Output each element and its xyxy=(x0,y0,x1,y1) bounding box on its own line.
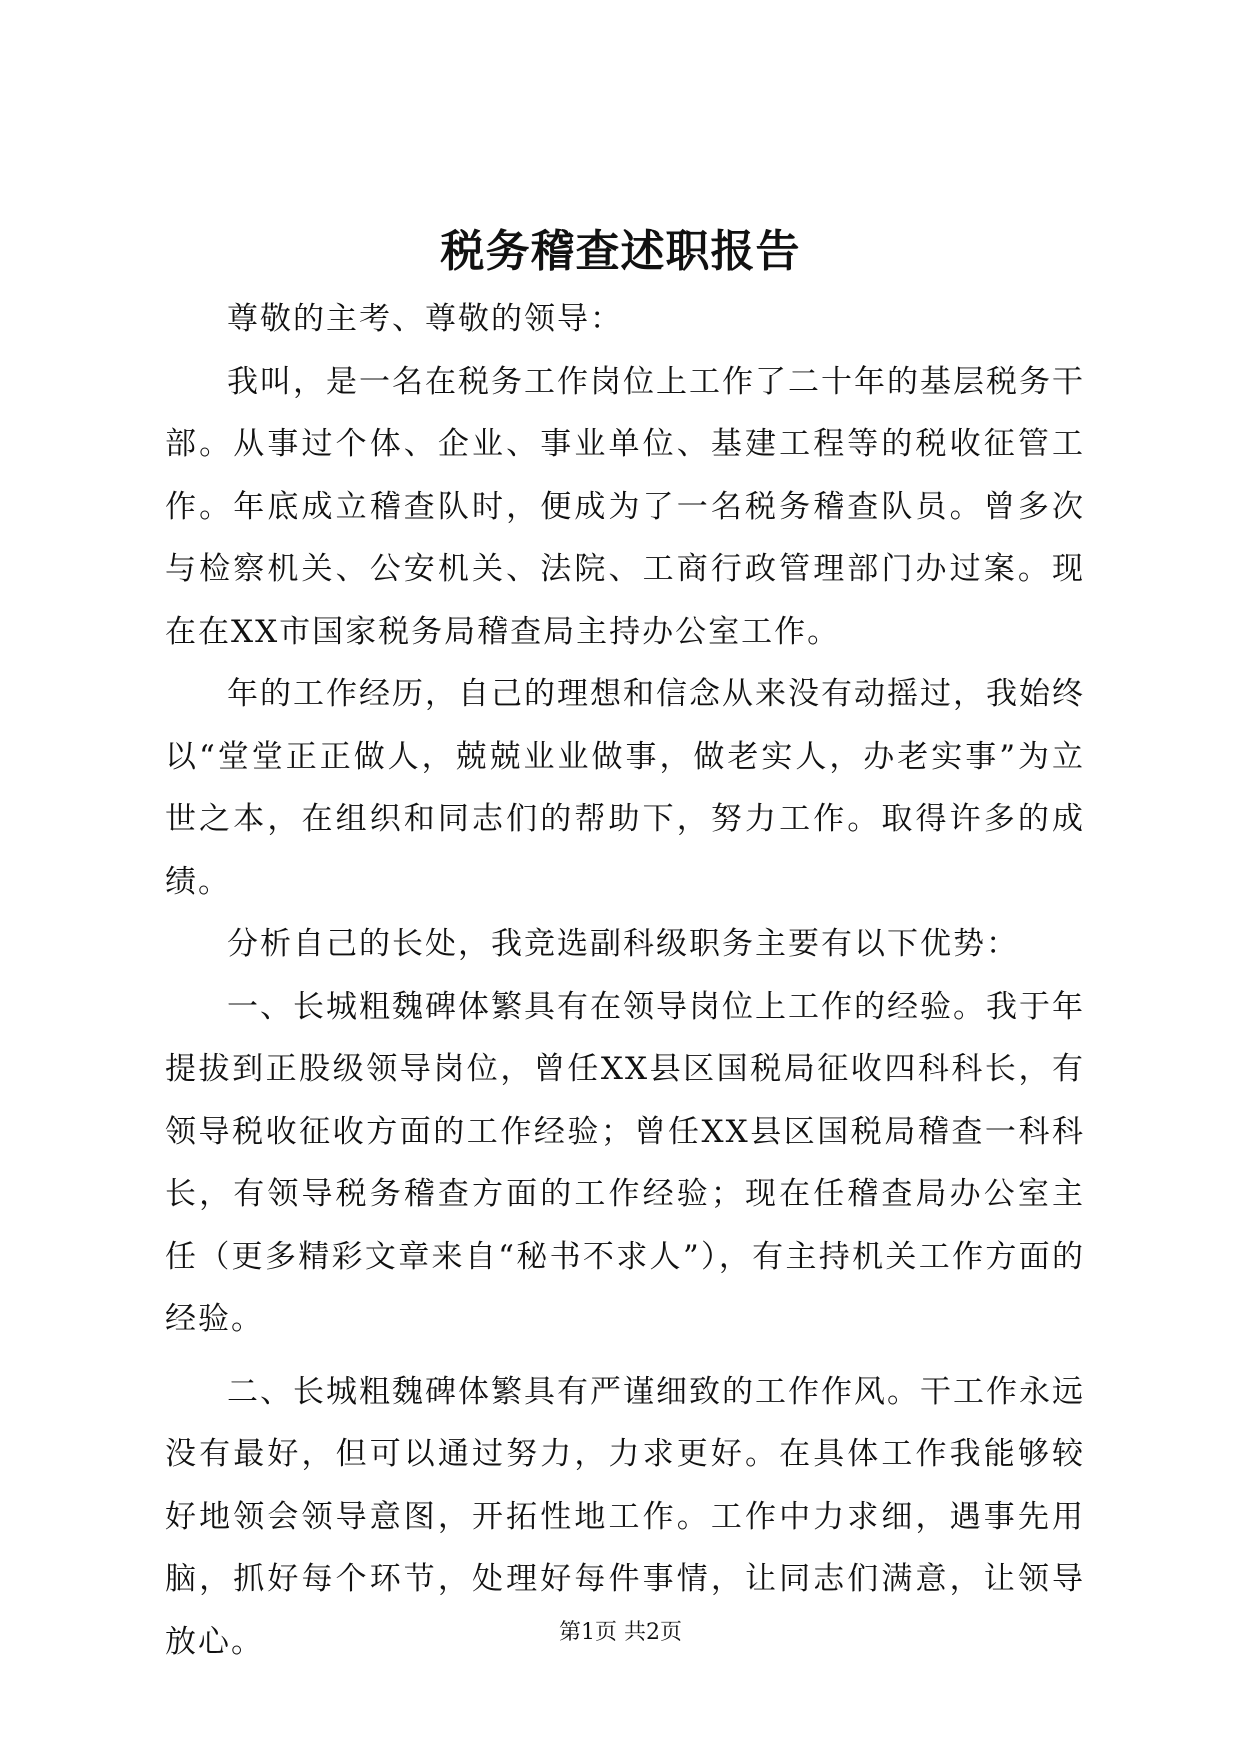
paragraph-strengths-intro: 分析自己的长处，我竞选副科级职务主要有以下优势： xyxy=(227,926,1019,962)
paragraph-work-experience: 年的工作经历，自己的理想和信念从来没有动摇过，我始终以“堂堂正正做人，兢兢业业做事，做老实人，办老实事”为立世之本，在组织和同志们的帮助下，努力工作。取得许多的成绩。 xyxy=(165,676,1085,900)
paragraph-strength-two: 二、长城粗魏碑体繁具有严谨细致的工作作风。干工作永远没有最好，但可以通过努力，力求更好。在具体工作我能够较好地领会领导意图，开拓性地工作。工作中力求细，遇事先用脑，抓好每个环节，处理好每件事情，让同志们满意，让领导放心。 xyxy=(165,1373,1085,1660)
paragraph-salutation: 尊敬的主考、尊敬的领导： xyxy=(227,301,623,337)
document-body xyxy=(165,288,1085,1673)
document-title: 税务稽查述职报告 xyxy=(440,226,801,277)
paragraph-strength-one: 一、长城粗魏碑体繁具有在领导岗位上工作的经验。我于年提拔到正股级领导岗位，曾任XX县区国税局征收四科科长，有领导税收征收方面的工作经验；曾任XX县区国税局稽查一科科长，有领导税务稽查方面的工作经验；现在任稽查局办公室主任（更多精彩文章来自“秘书不求人”），有主持机关工作方面的经验。 xyxy=(165,988,1085,1337)
page-number-footer: 第1页 共2页 xyxy=(559,1620,682,1645)
paragraph-introduction: 我叫，是一名在税务工作岗位上工作了二十年的基层税务干部。从事过个体、企业、事业单位、基建工程等的税收征管工作。年底成立稽查队时，便成为了一名税务稽查队员。曾多次与检察机关、公安机关、法院、工商行政管理部门办过案。现在在XX市国家税务局稽查局主持办公室工作。 xyxy=(165,363,1085,650)
